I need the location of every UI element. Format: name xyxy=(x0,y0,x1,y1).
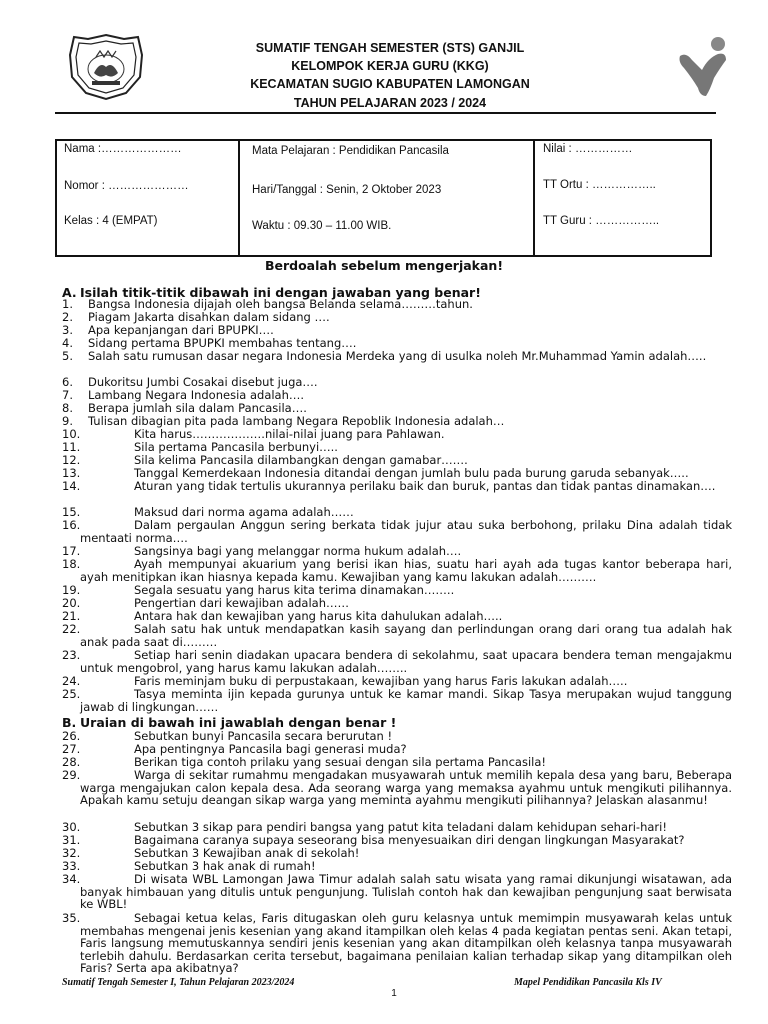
question-number: 4. xyxy=(62,336,73,350)
question-text: Bagaimana caranya supaya seseorang bisa menyesuaikan diri dengan lingkungan Masyarakat? xyxy=(134,833,685,847)
question-number: 17. xyxy=(62,544,81,558)
question-item xyxy=(62,756,732,769)
question-text: Pengertian dari kewajiban adalah…… xyxy=(134,596,349,610)
question-item xyxy=(62,912,732,975)
nilai-field: Nilai : …………… xyxy=(543,143,633,155)
question-number: 30. xyxy=(62,820,81,834)
question-number: 35. xyxy=(62,911,81,925)
question-text: Ayah mempunyai akuarium yang berisi ikan hias, suatu hari ayah ada tugas kantor beberapa hari, ayah menitipkan ikan hiasnya kepada kamu. Kewajiban yang kamu lakukan adalah………. xyxy=(80,557,732,584)
question-item xyxy=(62,441,732,454)
question-number: 20. xyxy=(62,596,81,610)
footer-subject-label: Mapel Pendidikan Pancasila Kls IV xyxy=(514,977,662,988)
question-text: Dukoritsu Jumbi Cosakai disebut juga…. xyxy=(88,375,318,389)
question-number: 31. xyxy=(62,833,81,847)
question-text: Bangsa Indonesia dijajah oleh bangsa Belanda selama………tahun. xyxy=(88,297,473,311)
question-text: Warga di sekitar rumahmu mengadakan musyawarah untuk memilih kepala desa yang baru, Beberapa warga mengajukan calon kepala desa. Ada seorang warga yang memaksa ayahmu untuk mengikuti pilihannya. Apakah kamu setuju deangan sikap warga yang meminta ayahmu mengikuti pilihannya? Jelaskan alasanmu! xyxy=(80,768,732,807)
question-number: 32. xyxy=(62,846,81,860)
question-item xyxy=(62,769,732,807)
question-number: 13. xyxy=(62,466,81,480)
question-number: 3. xyxy=(62,323,73,337)
info-box-divider xyxy=(533,141,535,255)
question-item xyxy=(62,675,732,688)
question-item xyxy=(62,860,732,873)
question-text: Sebutkan 3 sikap para pendiri bangsa yang patut kita teladani dalam kehidupan sehari-hari! xyxy=(134,820,667,834)
section-b-heading xyxy=(62,715,396,730)
question-number: 18. xyxy=(62,557,81,571)
question-text: Maksud dari norma agama adalah…… xyxy=(134,505,354,519)
question-item xyxy=(62,558,732,583)
question-item xyxy=(62,506,732,519)
question-number: 23. xyxy=(62,648,81,662)
question-number: 29. xyxy=(62,768,81,782)
section-a-title: Isilah titik-titik dibawah ini dengan jawaban yang benar! xyxy=(80,285,481,300)
question-item xyxy=(62,873,732,911)
question-text: Segala sesuatu yang harus kita terima dinamakan…….. xyxy=(134,583,455,597)
question-text: Sebagai ketua kelas, Faris ditugaskan oleh guru kelasnya untuk memimpin musyawarah kelas untuk membahas mengenai jenis kesenian yang akand itampilkan oleh kelas 4 pada kegiatan pentas seni. Akan tetapi, Faris langsung memutuskannya sendiri jenis kesenian yang akan ditampilkan oleh kelasnya tanpa musyawarah terlebih dahulu. Berdasarkan cerita tersebut, bagaimana penilaian kalian terhadap sikap yang ditampilkan oleh Faris? Serta apa akibatnya? xyxy=(80,911,732,975)
question-text: Piagam Jakarta disahkan dalam sidang …. xyxy=(88,310,330,324)
question-item xyxy=(62,415,732,428)
question-item xyxy=(62,389,732,402)
question-item xyxy=(62,428,732,441)
question-number: 34. xyxy=(62,872,81,886)
question-item xyxy=(62,730,732,743)
question-text: Kita harus……………….nilai-nilai juang para Pahlawan. xyxy=(134,427,445,441)
question-item xyxy=(62,649,732,674)
question-text: Sebutkan 3 hak anak di rumah! xyxy=(134,859,316,873)
nomor-field: Nomor : ………………… xyxy=(64,180,189,192)
question-text: Berikan tiga contoh prilaku yang sesuai dengan sila pertama Pancasila! xyxy=(134,755,547,769)
question-number: 27. xyxy=(62,742,81,756)
question-item xyxy=(62,298,732,311)
header-title-line-3: KECAMATAN SUGIO KABUPATEN LAMONGAN xyxy=(250,77,530,91)
tt-ortu-field: TT Ortu : …………….. xyxy=(543,179,656,191)
question-item xyxy=(62,402,732,415)
question-item xyxy=(62,311,732,324)
question-text: Dalam pergaulan Anggun sering berkata tidak jujur atau suka berbohong, prilaku Dina adalah tidak mentaati norma…. xyxy=(80,518,732,545)
question-text: Lambang Negara Indonesia adalah…. xyxy=(88,388,305,402)
question-text: Aturan yang tidak tertulis ukurannya perilaku baik dan buruk, pantas dan tidak pantas dinamakan…. xyxy=(134,479,716,493)
question-item xyxy=(62,584,732,597)
question-text: Tasya meminta ijin kepada gurunya untuk ke kamar mandi. Sikap Tasya merupakan wujud tanggung jawab di lingkungan…… xyxy=(80,687,732,714)
question-number: 22. xyxy=(62,622,81,636)
question-text: Tulisan dibagian pita pada lambang Negara Repoblik Indonesia adalah… xyxy=(88,414,505,428)
question-item xyxy=(62,480,732,493)
question-item xyxy=(62,337,732,350)
question-text: Sila pertama Pancasila berbunyi….. xyxy=(134,440,338,454)
mata-pelajaran-field: Mata Pelajaran : Pendidikan Pancasila xyxy=(252,145,449,157)
question-number: 10. xyxy=(62,427,81,441)
question-number: 24. xyxy=(62,674,81,688)
kkg-figure-logo xyxy=(676,36,732,98)
question-text: Apa pentingnya Pancasila bagi generasi muda? xyxy=(134,742,407,756)
question-number: 8. xyxy=(62,401,73,415)
question-number: 14. xyxy=(62,479,81,493)
info-box-divider xyxy=(238,141,240,255)
student-info-box xyxy=(55,139,712,257)
waktu-field: Waktu : 09.30 – 11.00 WIB. xyxy=(252,220,392,232)
question-number: 7. xyxy=(62,388,73,402)
question-item xyxy=(62,519,732,544)
question-number: 2. xyxy=(62,310,73,324)
question-item xyxy=(62,610,732,623)
question-text: Berapa jumlah sila dalam Pancasila…. xyxy=(88,401,307,415)
question-text: Antara hak dan kewajiban yang harus kita dahulukan adalah….. xyxy=(134,609,503,623)
question-item xyxy=(62,623,732,648)
question-number: 15. xyxy=(62,505,81,519)
section-a-letter: A. xyxy=(62,285,77,300)
question-number: 6. xyxy=(62,375,73,389)
question-text: Faris meminjam buku di perpustakaan, kewajiban yang harus Faris lakukan adalah….. xyxy=(134,674,628,688)
question-text: Sila kelima Pancasila dilambangkan dengan gamabar……. xyxy=(134,453,468,467)
question-item xyxy=(62,545,732,558)
question-item xyxy=(62,324,732,337)
question-number: 12. xyxy=(62,453,81,467)
prayer-instruction: Berdoalah sebelum mengerjakan! xyxy=(264,258,504,273)
hari-tanggal-field: Hari/Tanggal : Senin, 2 Oktober 2023 xyxy=(252,184,442,196)
question-item xyxy=(62,847,732,860)
question-text: Sidang pertama BPUPKI membahas tentang…. xyxy=(88,336,357,350)
header-title-line-4: TAHUN PELAJARAN 2023 / 2024 xyxy=(293,96,487,110)
question-text: Tanggal Kemerdekaan Indonesia ditandai dengan jumlah bulu pada burung garuda sebanyak….. xyxy=(134,466,689,480)
question-text: Sebutkan bunyi Pancasila secara berurutan ! xyxy=(134,729,393,743)
question-number: 19. xyxy=(62,583,81,597)
section-b-title: Uraian di bawah ini jawablah dengan benar ! xyxy=(80,715,397,730)
question-item xyxy=(62,834,732,847)
question-item xyxy=(62,688,732,713)
footer-exam-label: Sumatif Tengah Semester I, Tahun Pelajaran 2023/2024 xyxy=(62,977,295,988)
question-text: Apa kepanjangan dari BPUPKI…. xyxy=(88,323,274,337)
nama-field: Nama :………………… xyxy=(64,143,182,155)
question-number: 1. xyxy=(62,297,73,311)
question-item xyxy=(62,597,732,610)
question-item xyxy=(62,350,732,363)
question-text: Sangsinya bagi yang melanggar norma hukum adalah…. xyxy=(134,544,462,558)
question-number: 33. xyxy=(62,859,81,873)
question-number: 16. xyxy=(62,518,81,532)
section-b-letter: B. xyxy=(62,715,77,730)
question-text: Salah satu hak untuk mendapatkan kasih sayang dan perlindungan orang dari orang tua adalah hak anak pada saat di……… xyxy=(80,622,732,649)
question-item xyxy=(62,743,732,756)
question-number: 28. xyxy=(62,755,81,769)
question-item xyxy=(62,454,732,467)
kelas-field: Kelas : 4 (EMPAT) xyxy=(64,215,158,227)
question-item xyxy=(62,376,732,389)
question-text: Salah satu rumusan dasar negara Indonesia Merdeka yang di usulka noleh Mr.Muhammad Yamin adalah….. xyxy=(88,349,707,363)
header-title-line-1: SUMATIF TENGAH SEMESTER (STS) GANJIL xyxy=(255,41,525,55)
question-text: Di wisata WBL Lamongan Jawa Timur adalah salah satu wisata yang ramai dikunjungi wisatawan, ada banyak himbauan yang ditulis untuk pengunjung. Tulislah contoh hak dan kewajiban pengunjung saat berwisata ke WBL! xyxy=(80,872,732,911)
tt-guru-field: TT Guru : …………….. xyxy=(543,215,660,227)
lamongan-emblem-logo xyxy=(66,33,146,101)
question-number: 5. xyxy=(62,349,73,363)
question-number: 11. xyxy=(62,440,81,454)
question-number: 9. xyxy=(62,414,73,428)
question-item xyxy=(62,467,732,480)
page-number: 1 xyxy=(391,988,397,999)
question-number: 26. xyxy=(62,729,81,743)
question-number: 21. xyxy=(62,609,81,623)
question-number: 25. xyxy=(62,687,81,701)
question-item xyxy=(62,821,732,834)
header-title-line-2: KELOMPOK KERJA GURU (KKG) xyxy=(291,59,489,73)
header-divider xyxy=(55,112,716,114)
question-text: Sebutkan 3 Kewajiban anak di sekolah! xyxy=(134,846,360,860)
question-text: Setiap hari senin diadakan upacara bendera di sekolahmu, saat upacara bendera teman mengajakmu untuk mengobrol, yang harus kamu lakukan adalah…….. xyxy=(80,648,732,675)
